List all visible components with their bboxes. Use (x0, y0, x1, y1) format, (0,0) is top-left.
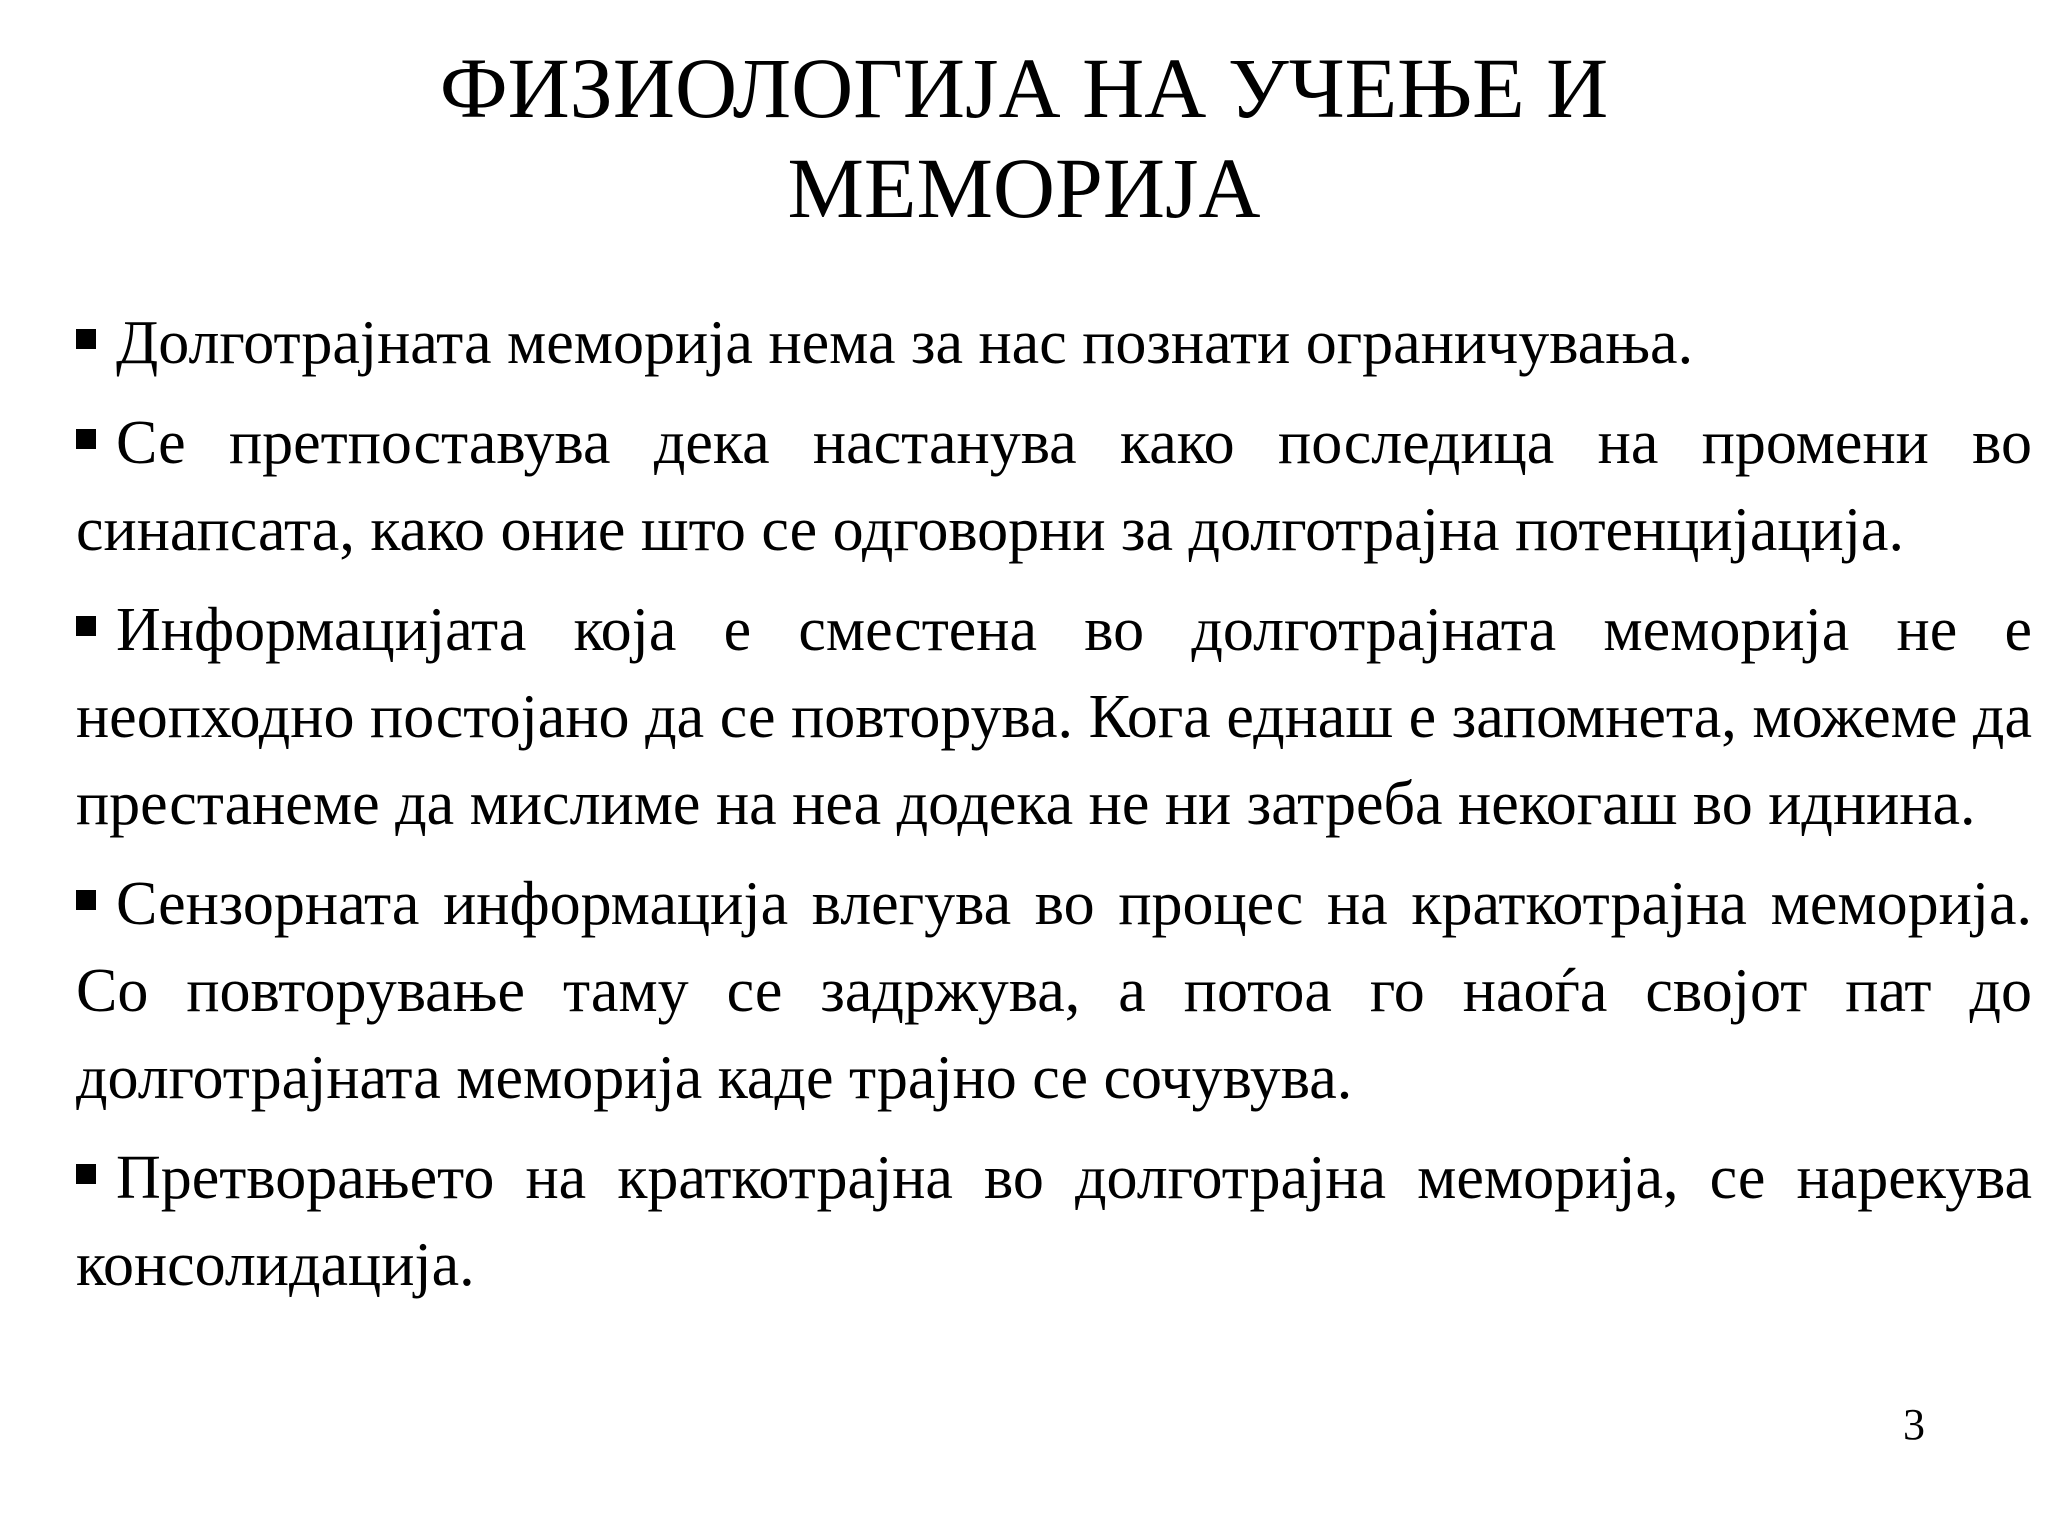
slide-title-line-2: МЕМОРИЈА (787, 140, 1261, 236)
page-number: 3 (1903, 1400, 1925, 1449)
slide-title (0, 38, 2048, 238)
bullet-item (76, 587, 2032, 848)
bullet-item (76, 300, 2032, 387)
square-bullet-icon (76, 890, 96, 910)
bullet-text: Долготрајната меморија нема за нас познати ограничувања. (116, 309, 1694, 377)
slide-title-line-1: ФИЗИОЛОГИЈА НА УЧЕЊЕ И (439, 40, 1609, 136)
square-bullet-icon (76, 429, 96, 449)
square-bullet-icon (76, 616, 96, 636)
bullet-list (76, 300, 2032, 1322)
bullet-text: Сензорната информација влегува во процес на краткотрајна меморија. Со повторување таму се задржува, а потоа го наоѓа својот пат до долготрајната меморија каде трајно се сочувува. (76, 870, 2032, 1112)
bullet-text: Се претпоставува дека настанува како последица на промени во синапсата, како оние што се одговорни за долготрајна потенцијација. (76, 409, 2032, 564)
square-bullet-icon (76, 329, 96, 349)
bullet-item (76, 400, 2032, 574)
bullet-text: Претворањето на краткотрајна во долготрајна меморија, се нарекува консолидација. (76, 1144, 2032, 1299)
bullet-item (76, 861, 2032, 1122)
square-bullet-icon (76, 1164, 96, 1184)
bullet-text: Информацијата која е сместена во долготрајната меморија не е неопходно постојано да се повторува. Кога еднаш е запомнета, можеме да престанеме да мислиме на неа додека не ни затреба некогаш во иднина. (76, 596, 2032, 838)
bullet-item (76, 1135, 2032, 1309)
